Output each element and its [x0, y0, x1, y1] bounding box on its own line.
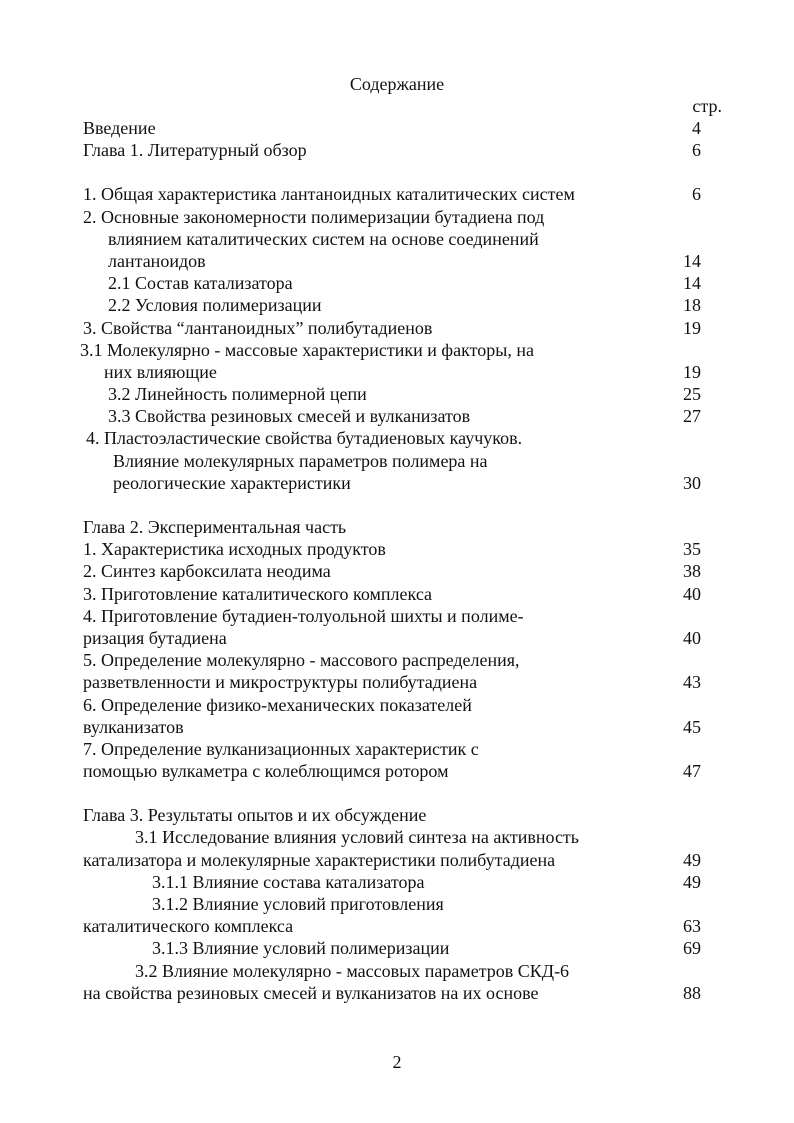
toc-entry-page: 4	[692, 118, 701, 138]
toc-entry-page: 69	[683, 938, 701, 959]
toc-row	[0, 472, 794, 494]
toc-entry-page: 88	[683, 982, 701, 1003]
toc-row	[0, 849, 794, 871]
toc-entry-text: лантаноидов	[108, 250, 206, 271]
toc-entry-page: 43	[683, 672, 701, 693]
toc-row	[0, 516, 794, 538]
toc-row	[0, 937, 794, 959]
toc-row	[0, 893, 794, 915]
toc-row	[0, 294, 794, 316]
toc-entry-text: 3.1 Исследование влияния условий синтеза на активность	[135, 827, 580, 848]
toc-row	[0, 117, 794, 139]
toc-entry-text: разветвленности и микроструктуры полибутадиена	[83, 672, 478, 693]
toc-entry-page: 6	[692, 140, 701, 161]
toc-entry-page: 27	[683, 406, 701, 427]
toc-row	[0, 583, 794, 605]
toc-entry-page: 35	[683, 539, 701, 560]
toc-row	[0, 960, 794, 982]
toc-row	[0, 760, 794, 782]
toc-row	[0, 228, 794, 250]
toc-row	[0, 272, 794, 294]
toc-entry-text: 7. Определение вулканизационных характеристик с	[83, 738, 479, 759]
page-number: 2	[392, 1052, 402, 1072]
toc-entry-page: 18	[683, 295, 701, 316]
toc-entry-text: 3.1.2 Влияние условий приготовления	[152, 894, 444, 914]
toc-entry-text: помощью вулкаметра с колеблющимся ротором	[83, 761, 449, 782]
toc-entry-text: Глава 1. Литературный обзор	[83, 140, 307, 161]
toc-entry-page: 25	[683, 384, 701, 405]
toc-row	[0, 649, 794, 671]
toc-entry-text: 3. Свойства “лантаноидных” полибутадиенов	[83, 317, 433, 338]
toc-entry-text: Введение	[83, 118, 156, 138]
toc-row	[0, 250, 794, 272]
toc-entry-page: 38	[683, 561, 701, 582]
toc-row	[0, 317, 794, 339]
toc-entry-page: 40	[683, 627, 701, 648]
toc-entry-page: 45	[683, 716, 701, 737]
toc-entry-page: 63	[683, 916, 701, 937]
toc-entry-text: 2. Основные закономерности полимеризации бутадиена под	[83, 206, 545, 227]
page-column-header: стр.	[692, 96, 722, 116]
toc-entry-text: 3.1.3 Влияние условий полимеризации	[152, 938, 450, 959]
toc-entry-text: них влияющие	[104, 361, 217, 382]
toc-entry-text: 2.1 Состав катализатора	[108, 273, 293, 294]
toc-row	[0, 605, 794, 627]
toc-entry-text: 3.2 Линейность полимерной цепи	[108, 384, 367, 405]
toc-entry-text: 3.2 Влияние молекулярно - массовых параметров СКД-6	[135, 960, 570, 981]
toc-entry-text: Глава 2. Экспериментальная часть	[83, 517, 347, 537]
table-of-contents	[0, 117, 794, 1004]
toc-entry-text: 1. Характеристика исходных продуктов	[83, 539, 386, 560]
toc-entry-text: 4. Пластоэластические свойства бутадиеновых каучуков.	[86, 428, 523, 449]
toc-row	[0, 339, 794, 361]
toc-row	[0, 804, 794, 826]
toc-entry-text: влиянием каталитических систем на основе соединений	[108, 228, 539, 249]
toc-entry-page: 49	[683, 871, 701, 892]
toc-entry-page: 19	[683, 317, 701, 338]
toc-row	[0, 871, 794, 893]
toc-row	[0, 427, 794, 449]
toc-row	[0, 627, 794, 649]
toc-row	[0, 716, 794, 738]
toc-row	[0, 206, 794, 228]
toc-row	[0, 538, 794, 560]
toc-row	[0, 694, 794, 716]
toc-entry-text: вулканизатов	[83, 716, 184, 737]
toc-entry-text: 5. Определение молекулярно - массового распределения,	[83, 650, 520, 671]
toc-row	[0, 915, 794, 937]
toc-entry-page: 30	[683, 472, 701, 493]
toc-entry-text: каталитического комплекса	[83, 916, 294, 937]
toc-entry-text: 4. Приготовление бутадиен-толуольной шихты и полиме-	[83, 605, 524, 626]
toc-row	[0, 560, 794, 582]
toc-entry-page: 14	[683, 273, 701, 294]
page-title: Содержание	[349, 74, 445, 94]
toc-entry-page: 19	[683, 361, 701, 382]
toc-entry-text: 3.1.1 Влияние состава катализатора	[152, 871, 425, 892]
toc-entry-page: 6	[692, 184, 701, 205]
toc-row	[0, 383, 794, 405]
toc-entry-text: 2. Синтез карбоксилата неодима	[83, 561, 331, 582]
toc-row	[0, 982, 794, 1004]
toc-row	[0, 183, 794, 205]
toc-row	[0, 826, 794, 848]
toc-entry-text: 3.1 Молекулярно - массовые характеристики и факторы, на	[80, 339, 534, 360]
toc-entry-page: 49	[683, 849, 701, 870]
toc-entry-text: 3. Приготовление каталитического комплекса	[83, 583, 433, 604]
toc-row	[0, 361, 794, 383]
toc-row	[0, 405, 794, 427]
toc-entry-page: 47	[683, 761, 701, 782]
toc-row	[0, 139, 794, 161]
toc-entry-text: катализатора и молекулярные характеристики полибутадиена	[83, 849, 556, 870]
toc-row	[0, 450, 794, 472]
toc-entry-page: 40	[683, 583, 701, 604]
toc-entry-text: реологические характеристики	[113, 472, 351, 493]
toc-entry-text: ризация бутадиена	[83, 627, 227, 648]
toc-entry-text: Влияние молекулярных параметров полимера на	[113, 450, 488, 471]
toc-entry-page: 14	[683, 250, 701, 271]
toc-entry-text: на свойства резиновых смесей и вулканизатов на их основе	[83, 982, 539, 1003]
toc-entry-text: 1. Общая характеристика лантаноидных каталитических систем	[83, 184, 575, 205]
toc-row	[0, 671, 794, 693]
toc-entry-text: 2.2 Условия полимеризации	[108, 295, 322, 316]
toc-row	[0, 738, 794, 760]
toc-entry-text: 6. Определение физико-механических показателей	[83, 694, 472, 715]
toc-entry-text: 3.3 Свойства резиновых смесей и вулканизатов	[108, 406, 471, 427]
toc-entry-text: Глава 3. Результаты опытов и их обсуждение	[83, 805, 427, 826]
